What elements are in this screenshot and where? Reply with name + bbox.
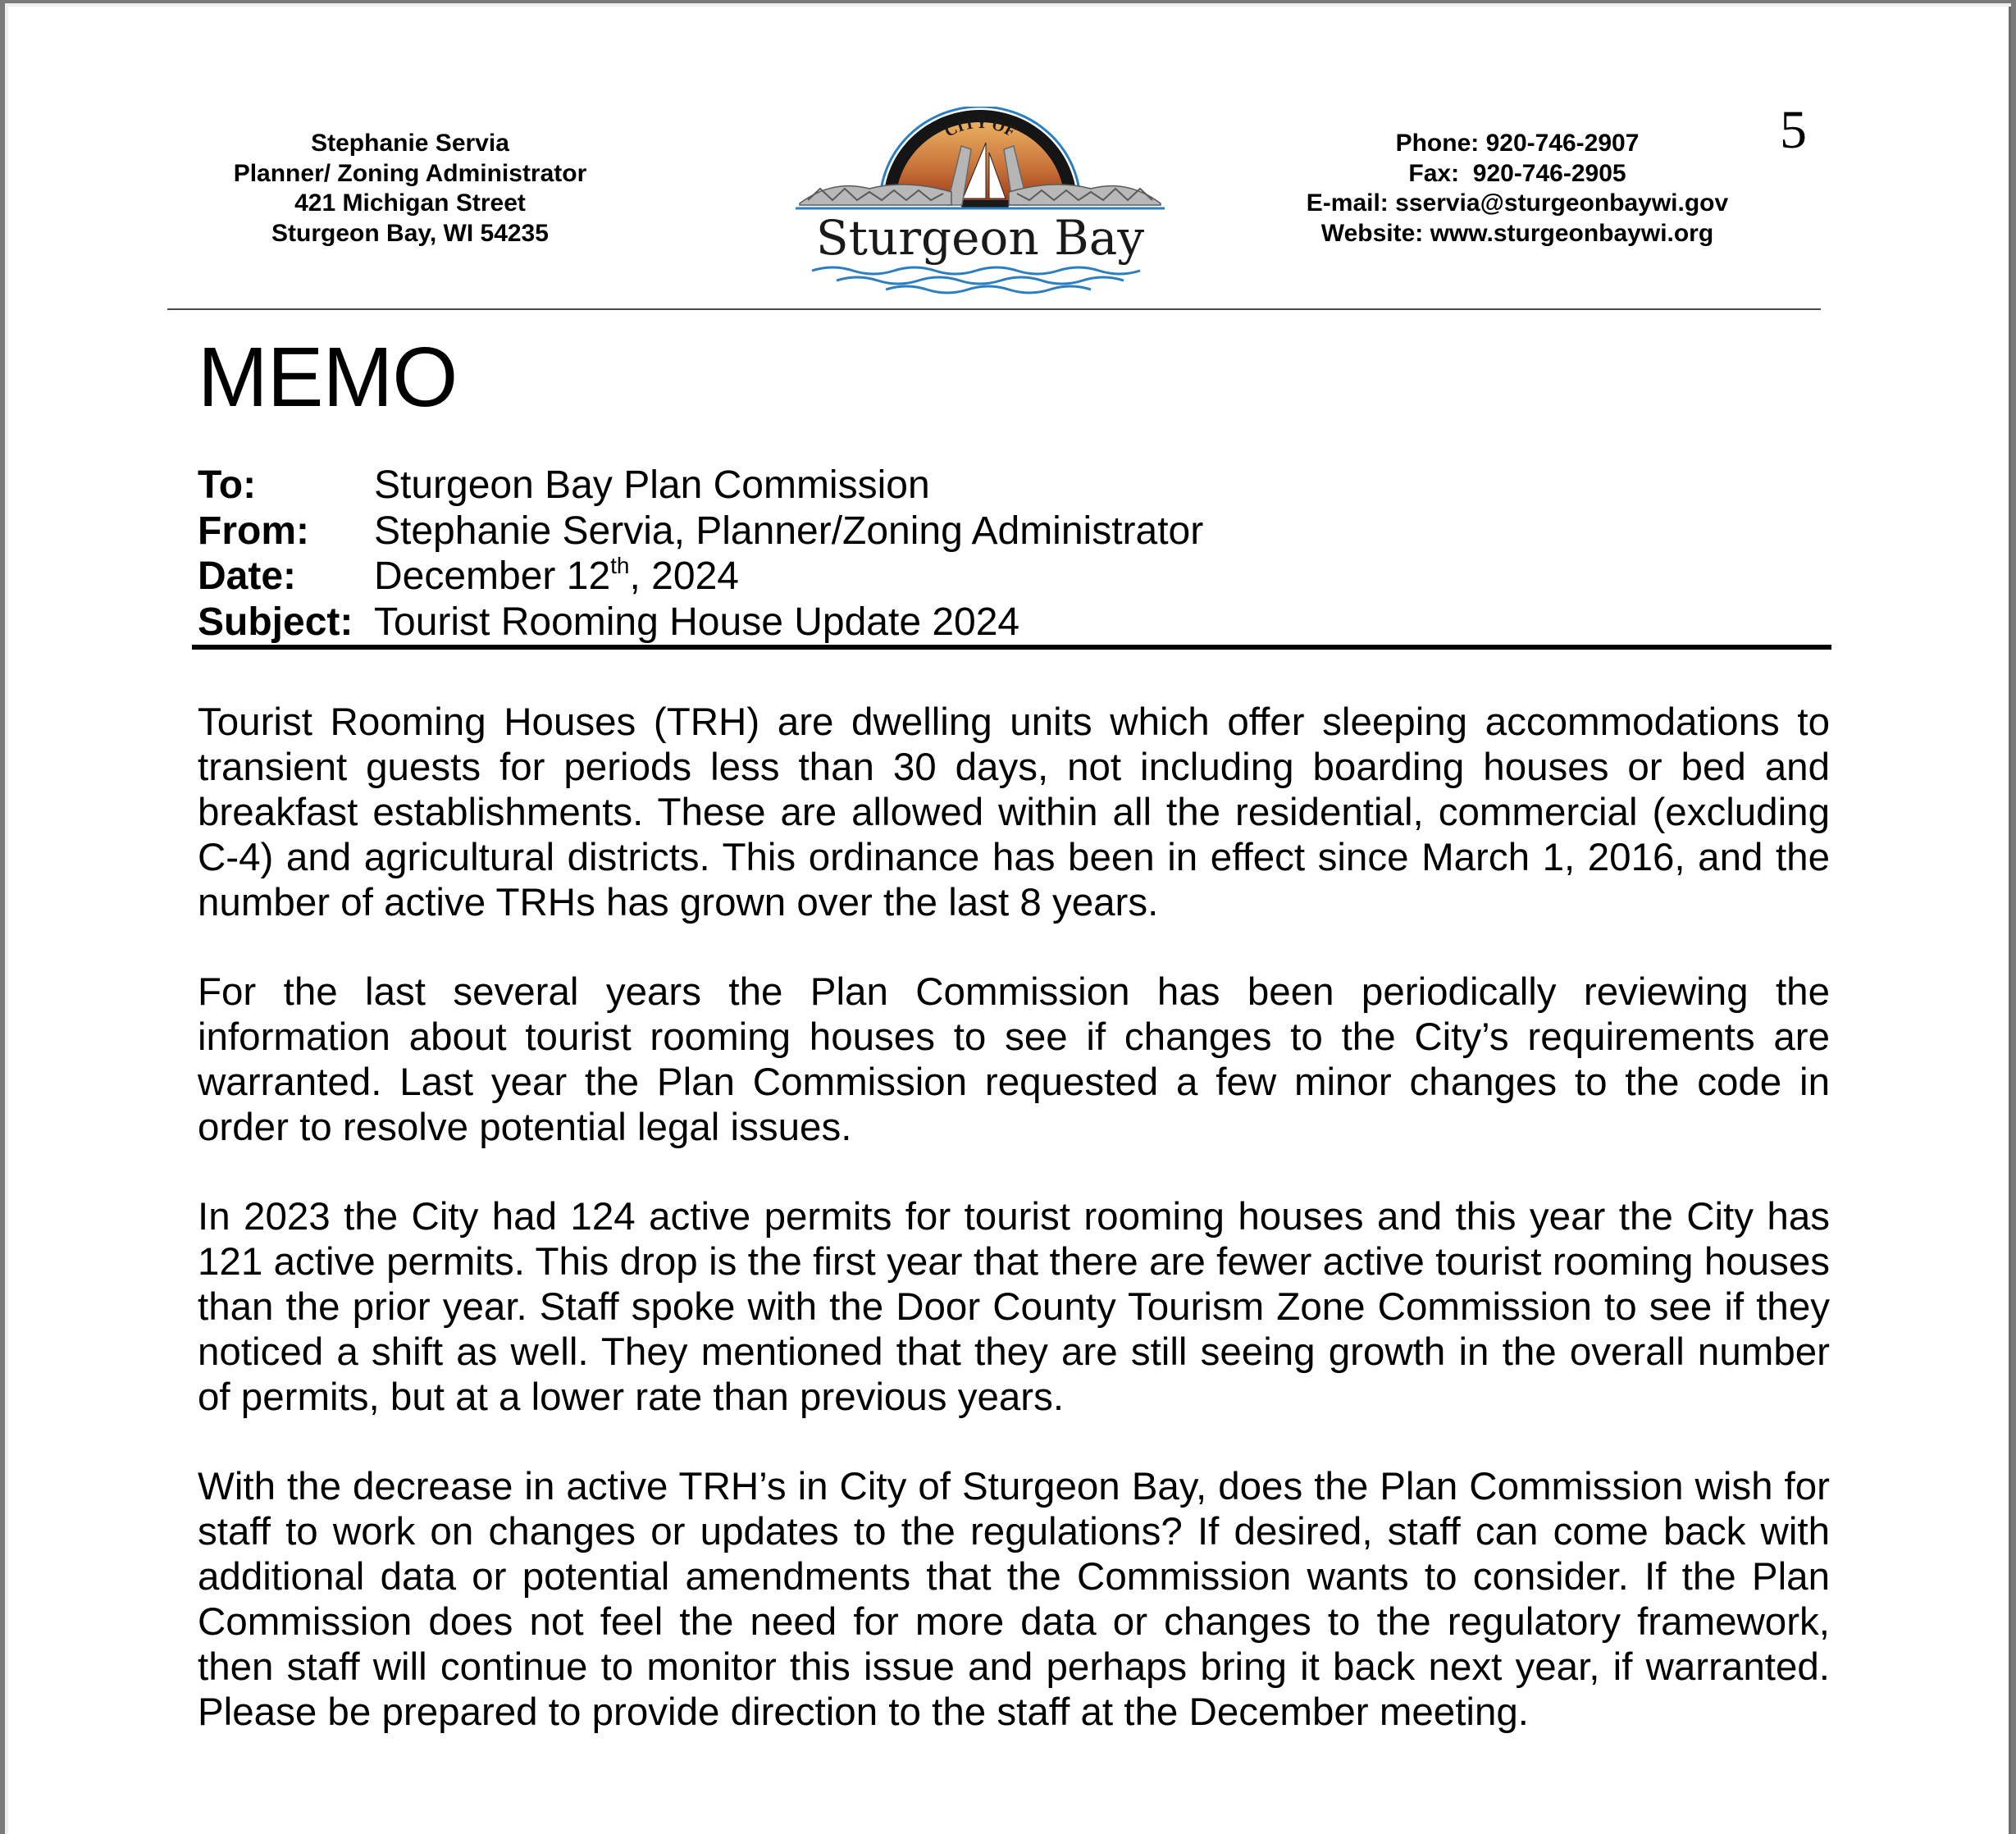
paragraph-permit-counts: In 2023 the City had 124 active permits for tourist rooming houses and this year the City has 121 active permits. This drop is the first year that there are fewer active tourist rooming houses than the prior year. Staff spoke with the Door County Tourism Zone Commission to see if they noticed a shift as well. They mentioned that they are still seeing growth in the overall number of permits, but at a lower rate than previous years. xyxy=(198,1195,1830,1419)
page-number: 5 xyxy=(1780,100,1807,160)
field-value: Tourist Rooming House Update 2024 xyxy=(374,600,1020,644)
field-value: Sturgeon Bay Plan Commission xyxy=(374,463,930,507)
fields-divider xyxy=(192,645,1831,650)
fax-number: Fax: 920-746-2905 xyxy=(1408,159,1626,187)
svg-text:CITY OF: CITY OF xyxy=(942,113,1019,141)
field-value: Stephanie Servia, Planner/Zoning Administrator xyxy=(374,509,1204,553)
date-value: December 12 xyxy=(374,554,611,598)
field-label: Subject: xyxy=(198,600,353,644)
phone-number: Phone: 920-746-2907 xyxy=(1395,130,1640,157)
field-date xyxy=(198,554,1203,600)
memo-body xyxy=(198,700,1830,1779)
field-label: To: xyxy=(198,463,257,507)
memo-fields xyxy=(198,463,1203,645)
date-year: , 2024 xyxy=(629,554,739,598)
field-label: From: xyxy=(198,509,309,553)
field-from xyxy=(198,509,1203,554)
field-to xyxy=(198,463,1203,509)
website-url: Website: www.sturgeonbaywi.org xyxy=(1320,219,1714,247)
document-page xyxy=(5,3,2011,1834)
paragraph-trh-definition: Tourist Rooming Houses (TRH) are dwelling units which offer sleeping accommodations to transient guests for periods less than 30 days, not including boarding houses or bed and breakfast establishments. These are allowed within all the residential, commercial (excluding C-4) and agricultural districts. This ordinance has been in effect since March 1, 2016, and the number of active TRHs has grown over the last 8 years. xyxy=(198,700,1830,924)
paper xyxy=(8,7,2011,1834)
sender-name: Stephanie Servia xyxy=(311,130,509,157)
paragraph-request-direction: With the decrease in active TRH’s in City of Sturgeon Bay, does the Plan Commission wish for staff to work on changes or updates to the regulations? If desired, staff can come back with additional data or potential amendments that the Commission wants to consider. If the Plan Commission does not feel the need for more data or changes to the regulatory framework, then staff will continue to monitor this issue and perhaps bring it back next year, if warranted. Please be prepared to provide direction to the staff at the December meeting. xyxy=(198,1465,1830,1734)
field-value xyxy=(374,554,739,600)
sender-city: Sturgeon Bay, WI 54235 xyxy=(271,219,549,247)
sender-contact-block xyxy=(205,129,615,249)
email-address: E-mail: sservia@sturgeonbaywi.gov xyxy=(1306,189,1729,217)
field-subject xyxy=(198,600,1203,646)
sender-title: Planner/ Zoning Administrator xyxy=(233,159,587,187)
header-divider xyxy=(167,308,1821,310)
date-ordinal-suffix: th xyxy=(610,553,630,578)
paragraph-commission-review: For the last several years the Plan Commission has been periodically reviewing the information about tourist rooming houses to see if changes to the City’s requirements are warranted. Last year the Plan Commission requested a few minor changes to the code in order to resolve potential legal issues. xyxy=(198,970,1830,1149)
memo-title: MEMO xyxy=(198,330,458,424)
field-label: Date: xyxy=(198,554,297,598)
city-of-sturgeon-bay-logo xyxy=(796,107,1165,295)
sender-street: 421 Michigan Street xyxy=(294,189,526,217)
office-contact-block xyxy=(1255,129,1780,249)
logo-name: Sturgeon Bay xyxy=(815,210,1145,266)
